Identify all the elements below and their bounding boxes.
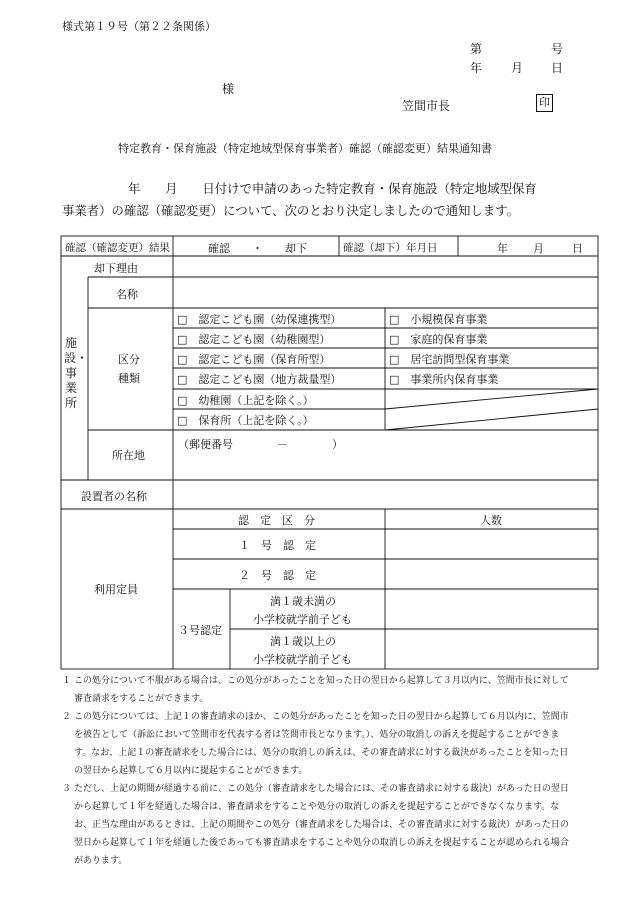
- checkbox-small-scale[interactable]: □ 小規模保育事業: [389, 313, 488, 326]
- cert-3-under1-line1: 満１歳未満の: [270, 595, 336, 608]
- address-label: 所在地: [112, 449, 145, 462]
- note-1-text: この処分について不服がある場合は、この処分があったことを知った日の翌日から起算して３月以内に、笠間市長に対して審査請求をすることができます。: [74, 676, 569, 704]
- capacity-label: 利用定員: [94, 583, 138, 596]
- cert-3-over1-line1: 満１歳以上の: [270, 635, 336, 648]
- date-day: 日: [551, 61, 564, 75]
- cert-1-label: １ 号 認 定: [239, 539, 316, 552]
- decision-date-year: 年: [497, 242, 508, 255]
- cert-category-header: 認 定 区 分: [238, 514, 315, 527]
- cert-2-label: ２ 号 認 定: [239, 569, 316, 582]
- note-3-number: ３: [62, 784, 72, 794]
- document-title: 特定教育・保育施設（特定地域型保育事業者）確認（確認変更）結果通知書: [118, 142, 492, 155]
- type-label: 種類: [118, 372, 140, 385]
- form-number: 様式第１９号（第２２条関係）: [62, 20, 216, 33]
- checkbox-youchien[interactable]: □ 幼稚園（上記を除く。）: [177, 394, 314, 407]
- checkbox-hoikusho[interactable]: □ 保育所（上記を除く。）: [177, 414, 314, 427]
- checkbox-kodomoen-yoho[interactable]: □ 認定こども園（幼保連携型）: [177, 313, 342, 326]
- note-3-text: ただし、上記の期間が経過する前に、この処分（審査請求をした場合には、その審査請求に対する裁決）があった日の翌日から起算して１年を経過した場合は、審査請求をすることや処分の取消しの訴えを提起することができなくなります。なお、正当な理由があるときは、上記の期間やこの処分（審査請求をした場合は、その審査請求に対する裁決）があった日の翌日から起算して１年を経過した後であっても審査請求をすることや処分の取消しの訴えを提起することが認められる場合があります。: [74, 784, 569, 866]
- checkbox-family-care[interactable]: □ 家庭的保育事業: [389, 333, 488, 346]
- result-label: 確認（確認変更）結果: [65, 242, 170, 254]
- reject-reason-label: 却下理由: [94, 262, 138, 275]
- note-2: [62, 708, 572, 780]
- note-2-text: この処分については、上記１の審査請求のほか、この処分があったことを知った日の翌日から起算して６月以内に、笠間市を被告として（訴訟において笠間市を代表する者は笠間市長となります。）、処分の取消しの訴えを提起することができます。なお、上記１の審査請求をした場合には、処分の取消しの訴えは、その審査請求に対する裁決があったことを知った日の翌日から起算して６月以内に提起することができます。: [74, 712, 569, 776]
- cert-3-label: ３号認定: [178, 624, 222, 637]
- notes-section: [62, 672, 572, 870]
- note-1: [62, 672, 572, 708]
- date-year: 年: [470, 61, 483, 75]
- checkbox-kodomoen-youchien[interactable]: □ 認定こども園（幼稚園型）: [177, 333, 331, 346]
- seal-box: 印: [536, 94, 553, 112]
- checkbox-kodomoen-chiho[interactable]: □ 認定こども園（地方裁量型）: [177, 373, 342, 386]
- issuer-name: 笠間市長: [402, 99, 451, 113]
- note-3: [62, 780, 572, 870]
- checkbox-workplace[interactable]: □ 事業所内保育事業: [389, 373, 499, 386]
- decision-date-month: 月: [533, 242, 544, 255]
- decision-date-day: 日: [572, 242, 583, 255]
- result-separator: ・: [252, 242, 263, 255]
- result-confirm-option: 確認: [208, 242, 230, 255]
- note-2-number: ２: [62, 712, 72, 722]
- category-label: 区分: [118, 353, 140, 366]
- headcount-header: 人数: [480, 514, 502, 527]
- cert-3-under1-line2: 小学校就学前子ども: [253, 613, 352, 626]
- checkbox-kodomoen-hoikusho[interactable]: □ 認定こども園（保育所型）: [177, 353, 331, 366]
- date-month: 月: [511, 61, 524, 75]
- result-reject-option: 却下: [285, 242, 307, 255]
- facility-name-label: 名称: [116, 288, 138, 301]
- number-go: 号: [551, 42, 564, 56]
- founder-name-label: 設置者の名称: [81, 490, 147, 503]
- checkbox-home-visit[interactable]: □ 居宅訪問型保育事業: [389, 353, 510, 366]
- cert-3-over1-line2: 小学校就学前子ども: [253, 653, 352, 666]
- body-line-1: 年 月 日付けで申請のあった特定教育・保育施設（特定地域型保育: [128, 181, 537, 196]
- addressee-suffix: 様: [222, 82, 235, 96]
- postal-code-field[interactable]: （郵便番号 － ）: [178, 438, 343, 451]
- facility-group-label: 施設・事業所: [64, 336, 89, 410]
- number-dai: 第: [470, 42, 483, 56]
- body-line-2: 事業者）の確認（確認変更）について、次のとおり決定しましたので通知します。: [62, 203, 519, 218]
- decision-date-label: 確認（却下）年月日: [343, 242, 438, 254]
- note-1-number: １: [62, 676, 72, 686]
